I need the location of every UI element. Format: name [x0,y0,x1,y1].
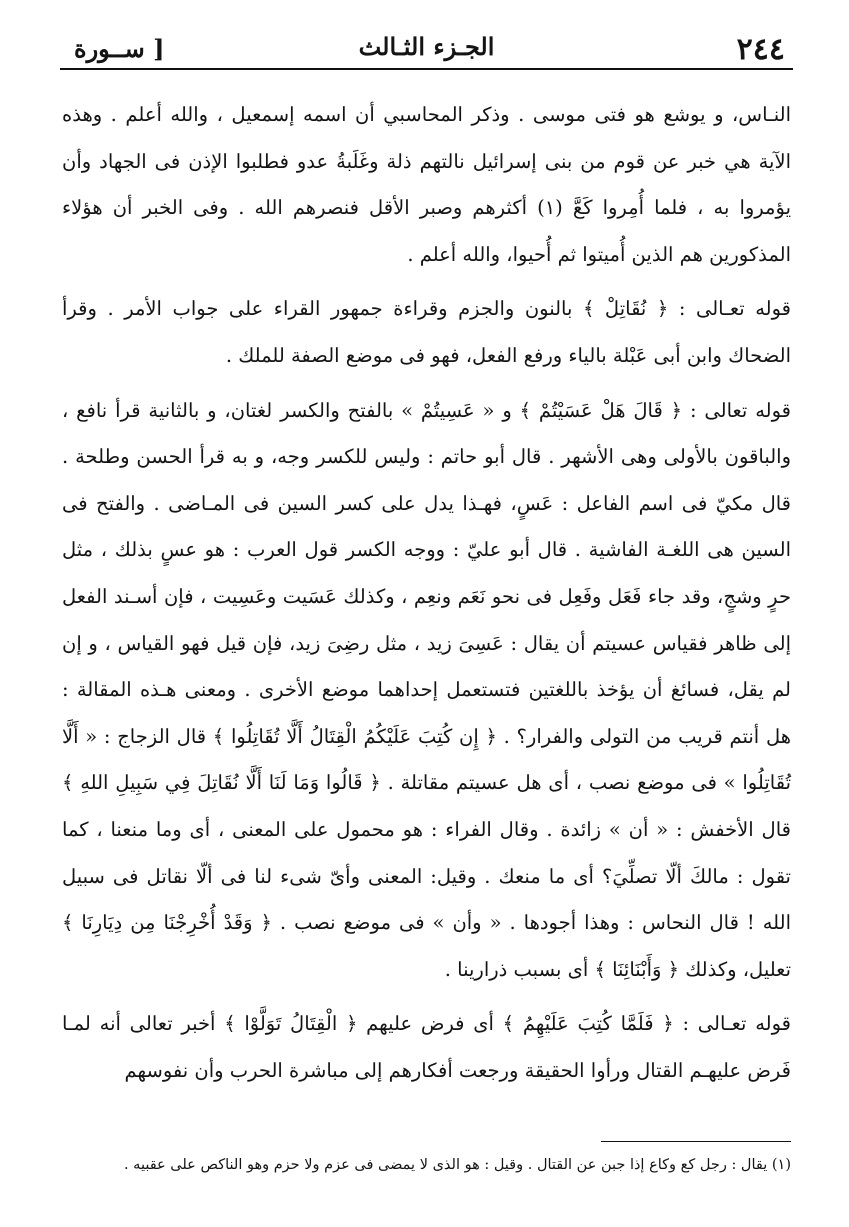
footnote-rule [601,1141,791,1142]
page-number: ٢٤٤ [736,32,785,67]
running-head-surah: [ ســورة [74,34,165,63]
paragraph: قوله تعالى : ﴿ قَالَ هَلْ عَسَيْتُمْ ﴾ و « عَسِيتُمْ » بالفتح والكسر لغتان، و بالثانية قرأ نافع ، والباقون بالأولى وهى الأشهر . قال أبو حاتم : وليس للكسر وجه، و به قرأ الحسن وطلحة . قال مكيّ فى اسم الفاعل : عَسٍ، فهـذا يدل على كسر السين فى المـاضى . والفتح فى السين هى اللغـة الفاشية . قال أبو عليّ : ووجه الكسر قول العرب : هو عسٍ بذلك ، مثل حرٍ وشجٍ، وقد جاء فَعَل وفَعِل فى نحو نَعَم ونعِم ، وكذلك عَسَيت وعَسِيت ، فإن أسـند الفعل إلى ظاهر فقياس عسيتم أن يقال : عَسِىَ زيد ، مثل رضِىَ زيد، فإن قيل فهو القياس ، و إن لم يقل، فسائغ أن يؤخذ باللغتين فتستعمل إحداهما موضع الأخرى . ومعنى هـذه المقالة : هل أنتم قريب من التولى والفرار؟ . ﴿ إِن كُتِبَ عَلَيْكُمُ الْقِتَالُ أَلَّا تُقَاتِلُوا ﴾ قال الزجاج : « أَلَّا تُقَاتِلُوا » فى موضع نصب ، أى هل عسيتم مقاتلة . ﴿ قَالُوا وَمَا لَنَا أَلَّا نُقَاتِلَ فِي سَبِيلِ اللهِ ﴾ قال الأخفش : « أن » زائدة . وقال الفراء : هو محمول على المعنى ، أى وما منعنا ، كما تقول : مالكَ ألّا تصلِّيَ؟ أى ما منعك . وقيل: المعنى وأىّ شىء لنا فى ألّا نقاتل فى سبيل الله ! قال النحاس : وهذا أجودها . « وأن » فى موضع نصب . ﴿ وَقَدْ أُخْرِجْنَا مِن دِيَارِنَا ﴾ تعليل، وكذلك ﴿ وَأَبْنَائِنَا ﴾ أى بسبب ذرارينا . [62,398,791,981]
footnote: (١) يقال : رجل كع وكاع إذا جبن عن القتال . وقيل : هو الذى لا يمضى فى عزم ولا حزم وهو الناكص على عقبيه . [123,1157,791,1173]
header-rule [60,68,793,70]
main-text [62,92,791,1094]
paragraph: قوله تعـالى : ﴿ فَلَمَّا كُتِبَ عَلَيْهِمُ ﴾ أى فرض عليهم ﴿ الْقِتَالُ تَوَلَّوْا ﴾ أخبر تعالى أنه لمـا فَرض عليهـم القتال ورأوا الحقيقة ورجعت أفكارهم إلى مباشرة الحرب وأن نفوسهم [62,1012,791,1082]
page-header [60,26,793,70]
paragraph: قوله تعـالى : ﴿ نُقَاتِلْ ﴾ بالنون والجزم وقراءة جمهور القراء على جواب الأمر . وقرأ الضحاك وابن أبى عَبْلة بالياء ورفع الفعل، فهو فى موضع الصفة للملك . [62,297,791,367]
running-head-part: الجـزء الثـالث [358,32,495,61]
paragraph: النـاس، و يوشع هو فتى موسى . وذكر المحاسبي أن اسمه إسمعيل ، والله أعلم . وهذه الآية هي خبر عن قوم من بنى إسرائيل نالتهم ذلة وغَلَبةُ عدو فطلبوا الإذن فى الجهاد وأن يؤمروا به ، فلما أُمِروا كَعَّ (١) أكثرهم وصبر الأقل فنصرهم الله . وفى الخبر أن هؤلاء المذكورين هم الذين أُميتوا ثم أُحيوا، والله أعلم . [62,103,791,266]
